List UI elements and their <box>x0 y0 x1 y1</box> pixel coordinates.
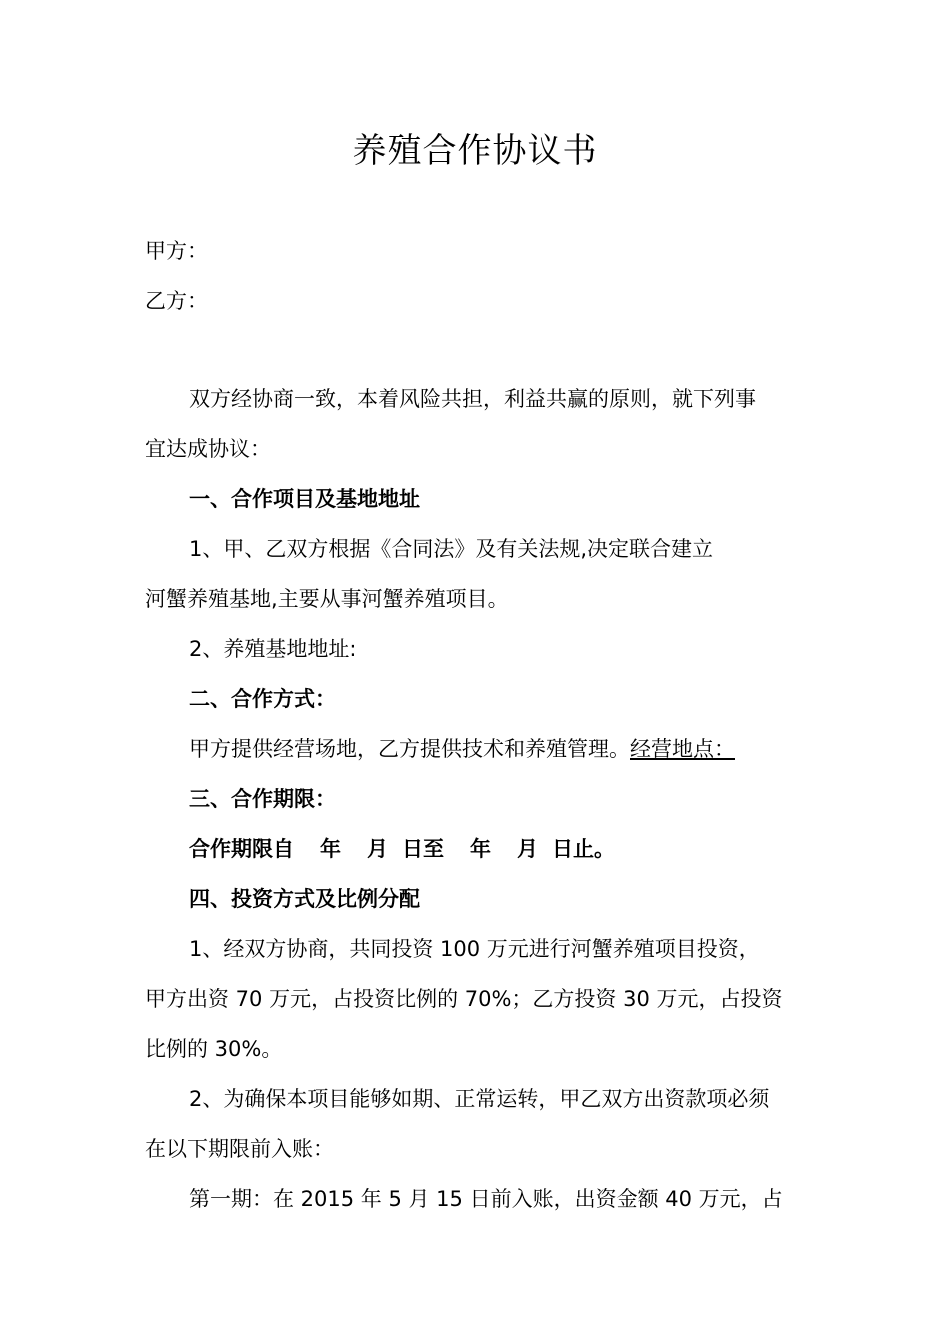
section4-phase1-line: 第一期：在 2015 年 5 月 15 日前入账，出资金额 40 万元，占 <box>189 1187 783 1211</box>
cooperation-term: 合作期限自 年 月 日至 年 月 日止。 <box>189 837 615 861</box>
section4-item1-line: 比例的 30%。 <box>145 1037 283 1061</box>
section-heading-1: 一、合作项目及基地地址 <box>189 487 420 511</box>
intro-paragraph-line: 宜达成协议： <box>145 437 271 461</box>
section-heading-3: 三、合作期限： <box>189 787 336 811</box>
section2-text <box>189 734 859 764</box>
section4-item1-line: 1、经双方协商，共同投资 100 万元进行河蟹养殖项目投资， <box>189 937 760 961</box>
section-heading-4: 四、投资方式及比例分配 <box>189 887 420 911</box>
section-heading-2: 二、合作方式： <box>189 687 336 711</box>
party-a-label: 甲方： <box>145 239 208 263</box>
section2-cooperation-text: 甲方提供经营场地，乙方提供技术和养殖管理。 <box>189 737 630 761</box>
section4-item2-line: 2、为确保本项目能够如期、正常运转，甲乙双方出资款项必须 <box>189 1087 770 1111</box>
section1-item2: 2、养殖基地地址: <box>189 637 357 661</box>
intro-paragraph-line: 双方经协商一致，本着风险共担，利益共赢的原则，就下列事 <box>189 387 756 411</box>
party-b-label: 乙方： <box>145 289 208 313</box>
section1-item1-line: 河蟹养殖基地,主要从事河蟹养殖项目。 <box>145 587 509 611</box>
document-title: 养殖合作协议书 <box>352 131 598 171</box>
section4-item2-line: 在以下期限前入账： <box>145 1137 334 1161</box>
section1-item1-line: 1、甲、乙双方根据《合同法》及有关法规,决定联合建立 <box>189 537 714 561</box>
section4-item1-line: 甲方出资 70 万元，占投资比例的 70%；乙方投资 30 万元，占投资 <box>145 987 783 1011</box>
business-location-field: 经营地点： <box>630 737 735 761</box>
